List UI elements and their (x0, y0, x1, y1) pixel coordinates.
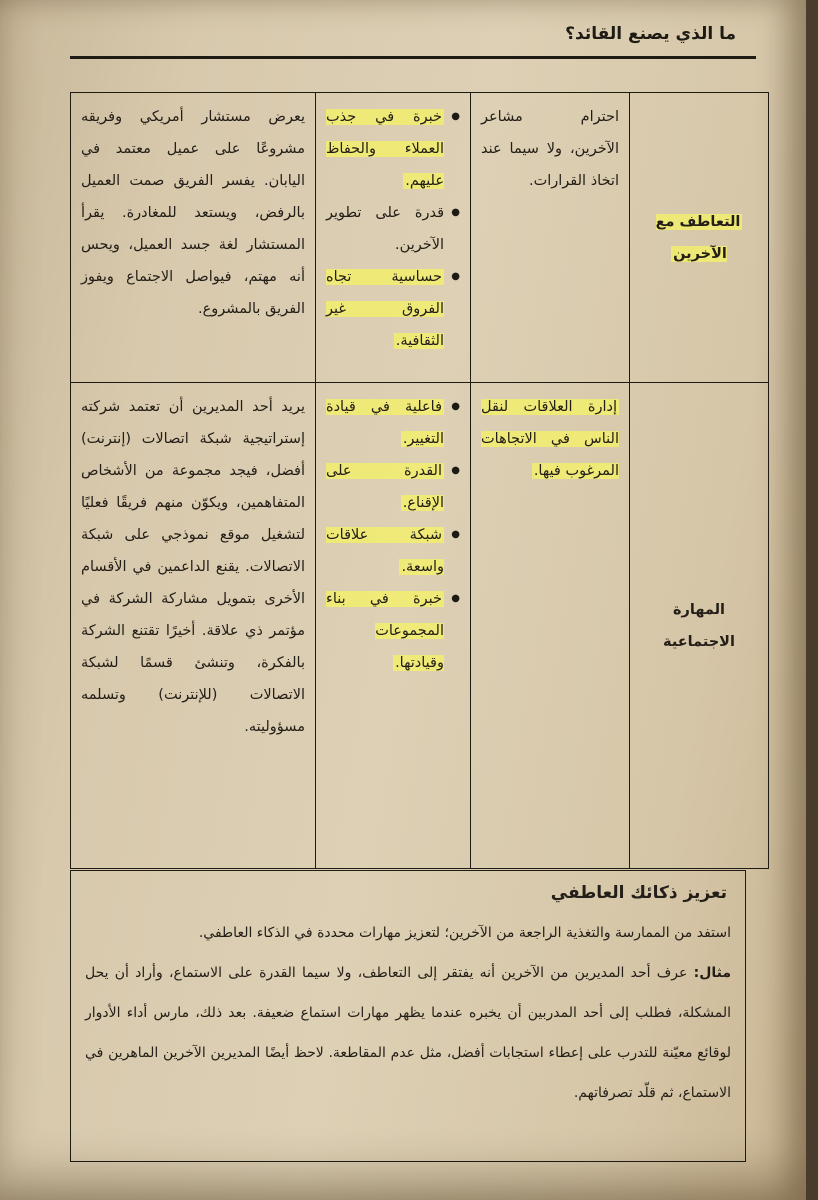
example-cell: يريد أحد المديرين أن تعتمد شركته إستراتيجية شبكة اتصالات (إنترنت) أفضل، فيجد مجموعة من الأشخاص المتفاهمين، ويكوّن منهم فريقًا فعليًا لتشغيل موقع نموذجي على شبكة الاتصالات. يقنع الداعمين في الأقسام الأخرى بتمويل مشاركة الشركة في مؤتمر ذي علاقة. أخيرًا تقتنع الشركة بالفكرة، وتنشئ قسمًا لشبكة الاتصالات (للإنترنت) وتسلمه مسؤوليته. (71, 383, 316, 869)
hallmark-item: ● شبكة علاقات واسعة. (326, 519, 444, 583)
table-row (71, 383, 769, 869)
definition-cell: احترام مشاعر الآخرين، ولا سيما عند اتخاذ القرارات. (471, 93, 630, 383)
skill-cell: المهارة الاجتماعية (630, 383, 769, 869)
example-cell: يعرض مستشار أمريكي وفريقه مشروعًا على عميل معتمد في اليابان. يفسر الفريق صمت العميل بالرفض، ويستعد للمغادرة. يقرأ المستشار لغة جسد العميل، ويحس أنه مهتم، فيواصل الاجتماع ويفوز الفريق بالمشروع. (71, 93, 316, 383)
tip-box-intro: استفد من الممارسة والتغذية الراجعة من الآخرين؛ لتعزيز مهارات محددة في الذكاء العاطفي. (198, 925, 731, 941)
skills-table (70, 92, 769, 869)
hallmark-item: ● القدرة على الإقناع. (326, 455, 444, 519)
definition-cell: إدارة العلاقات لنقل الناس في الاتجاهات المرغوب فيها. (471, 383, 630, 869)
table-row (71, 93, 769, 383)
tip-box-title: تعزيز ذكائك العاطفي (550, 883, 727, 903)
header-rule (70, 56, 756, 59)
tip-box (70, 870, 746, 1162)
hallmarks-cell (316, 93, 471, 383)
running-header: ما الذي يصنع القائد؟ (565, 24, 736, 44)
hallmark-item: ● فاعلية في قيادة التغيير. (326, 391, 444, 455)
hallmarks-cell (316, 383, 471, 869)
example-text: عرف أحد المديرين من الآخرين أنه يفتقر إلى التعاطف، ولا سيما القدرة على الاستماع، وأراد أن يحل المشكلة، فطلب إلى أحد المدربين أن يخبره عندما يظهر مهارات استماع ضعيفة. بعد ذلك، مارس أداء الأدوار لوقائع معيّنة للتدرب على إعطاء استجابات أفضل، مثل عدم المقاطعة. لاحظ أيضًا المديرين الآخرين الماهرين في الاستماع، ثم قلّد تصرفاتهم. (85, 965, 731, 1101)
skill-cell: التعاطف مع الآخرين (630, 93, 769, 383)
hallmark-item: ● خبرة في بناء المجموعات وقيادتها. (326, 583, 444, 679)
example-label: مثال: (693, 965, 732, 981)
hallmark-item: ● حساسية تجاه الفروق غير الثقافية. (326, 261, 444, 357)
tip-box-example (85, 953, 731, 1113)
hallmark-item: ● قدرة على تطوير الآخرين. (326, 197, 444, 261)
hallmark-item: ● خبرة في جذب العملاء والحفاظ عليهم. (326, 101, 444, 197)
